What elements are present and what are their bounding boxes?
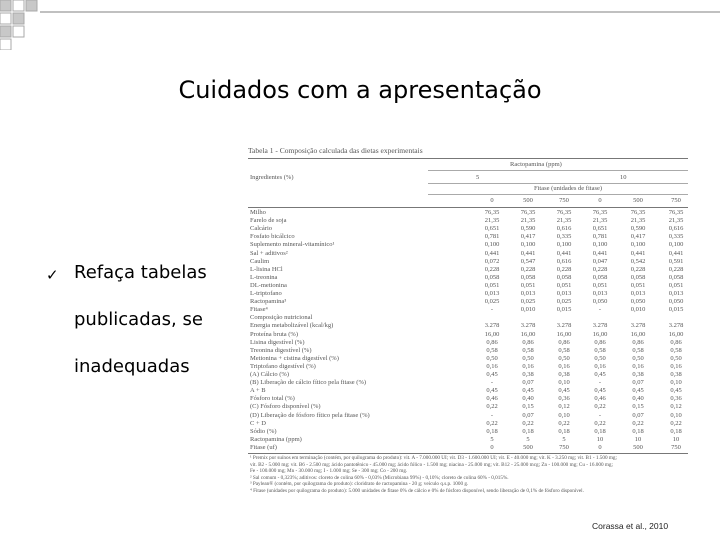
phytase-header: Fitase (unidades de fitase)	[534, 185, 603, 192]
nutrient-cell: 0,86	[632, 338, 644, 346]
nutrient-label: Triptofano digestível (%)	[250, 362, 316, 370]
ingredient-cell: 0,100	[556, 241, 572, 249]
nutrient-cell: -	[490, 411, 494, 419]
nutrient-cell: 0,40	[632, 395, 644, 403]
nutrient-cell: 0,58	[522, 346, 534, 354]
nutrient-cell: 0,22	[558, 419, 570, 427]
table-caption: Tabela 1 - Composição calculada das dietas experimentais	[248, 146, 423, 155]
table-footnote: ³ Paylean® (contém, por quilograma do produto): cloridrato de ractopamina - 20 g; veículo q.s.p. 1000 g.	[250, 481, 469, 488]
nutrient-cell: 0,58	[594, 346, 606, 354]
nutrient-label: Treonina digestível (%)	[250, 346, 312, 354]
nutrient-cell: 16,00	[592, 330, 608, 338]
ingredient-cell: 0,417	[520, 233, 536, 241]
ingredient-cell: 0,781	[484, 233, 500, 241]
nutrient-cell: 5	[490, 435, 494, 443]
nutrient-label: Ractopamina (ppm)	[250, 435, 302, 443]
nutrient-cell: 0,16	[632, 362, 644, 370]
nutrient-cell: 3.278	[484, 322, 500, 330]
nutrient-cell: 0,22	[486, 403, 498, 411]
table-row	[248, 306, 688, 315]
nutrient-cell: 0,58	[670, 346, 682, 354]
nutrient-cell: 10	[672, 435, 680, 443]
nutrient-cell: 0,16	[558, 362, 570, 370]
ingredient-cell: 0,013	[592, 290, 608, 297]
nutrient-label: Energia metabolizável (kcal/kg)	[250, 322, 334, 330]
header-bottom-rule	[248, 207, 688, 208]
nutrient-cell: 0,22	[632, 419, 644, 427]
header-rule	[428, 170, 688, 171]
phytase-level-1: 500	[523, 197, 533, 204]
ingredient-cell: 0,441	[592, 249, 608, 257]
nutrient-label: Fitase (uf)	[250, 443, 277, 451]
nutrient-cell: 0,10	[558, 411, 570, 419]
ingredient-cell: 0,591	[668, 257, 684, 265]
nutrient-cell: 0,46	[594, 395, 606, 403]
nutrient-cell: 0,58	[632, 346, 644, 354]
ingredient-cell: 0,051	[668, 281, 684, 289]
ingredient-cell: 0,050	[630, 298, 646, 306]
ingredient-label: Ractopamina³	[250, 298, 287, 306]
nutrient-cell: 0,38	[632, 371, 644, 378]
nutrient-cell: -	[598, 411, 602, 419]
ingredient-cell: 76,35	[484, 209, 500, 216]
nutrient-cell: 0,36	[558, 395, 570, 403]
ingredients-header: Ingredientes (%)	[250, 174, 294, 181]
nutrient-cell: 0,86	[594, 338, 606, 346]
ingredient-cell: 0,335	[668, 233, 684, 241]
citation: Corassa et al., 2010	[592, 521, 669, 531]
nutrient-cell: 0,22	[670, 419, 682, 427]
nutrient-cell: 0,38	[558, 371, 570, 378]
table-top-rule	[248, 158, 688, 159]
ractopamine-level-5: 5	[476, 174, 480, 181]
ingredient-cell: 0,013	[484, 290, 500, 297]
nutrient-cell: 0,58	[486, 346, 498, 354]
ingredient-cell: 0,616	[556, 257, 572, 265]
nutrient-cell: 0,15	[632, 403, 644, 411]
data-table-image	[248, 146, 688, 518]
nutrient-cell: 3.278	[630, 322, 646, 330]
ingredient-cell: 0,058	[556, 273, 572, 281]
ingredient-cell: 0,441	[630, 249, 646, 257]
ingredient-cell: 0,051	[484, 281, 500, 289]
table-footnote: ² Sal comum - 0,323%; aditivos: cloreto de colina 60% - 0,03% (Microbiana 99%) - 0,10%; cloreto de colina 60% - 0,015%.	[250, 474, 509, 481]
nutrient-label: Proteína bruta (%)	[250, 330, 299, 338]
ingredient-cell: 0,010	[520, 306, 536, 314]
nutrient-cell: 0,15	[522, 403, 534, 411]
nutrient-cell: 0,50	[558, 354, 570, 362]
nutrient-cell: 0,07	[632, 379, 644, 387]
nutrient-cell: 0,46	[486, 395, 498, 403]
table-footnote: ⁴ Fitase (unidades por quilograma do produto): 5.000 unidades de fitase 0% de cálcio e 0% de fósforo disponível, sendo liberação de 0,1% de fósforo disponível.	[250, 488, 584, 494]
ingredient-cell: 0,051	[556, 281, 572, 289]
nutrient-cell: 10	[596, 435, 604, 443]
ingredient-cell: 0,015	[556, 306, 572, 314]
nutrient-cell: 0,18	[632, 427, 644, 435]
nutrient-cell: 0,10	[670, 411, 682, 419]
nutrient-cell: 0,45	[670, 387, 682, 395]
ingredient-cell: 0,590	[630, 225, 646, 233]
nutrient-label: (D) Liberação de fósforo fítico pela fitase (%)	[250, 411, 370, 419]
nutrient-cell: 0,45	[522, 387, 534, 395]
ingredient-cell: 0,015	[668, 306, 684, 314]
ingredient-cell: 0,441	[520, 249, 536, 257]
ingredient-cell: 0,100	[484, 241, 500, 249]
nutrient-label: (C) Fósforo disponível (%)	[250, 403, 321, 411]
ingredient-cell: 0,100	[630, 241, 646, 249]
nutrient-cell: 0,86	[670, 338, 682, 346]
ingredient-cell: 21,35	[556, 217, 572, 225]
ingredient-cell: 0,013	[556, 290, 572, 297]
nutrient-cell: 0,22	[486, 419, 498, 427]
nutrient-cell: 5	[526, 435, 530, 443]
nutrient-label: Sódio (%)	[250, 427, 277, 435]
nutrient-cell: 0,40	[522, 395, 534, 403]
ingredient-label: Suplemento mineral-vitamínico¹	[250, 241, 335, 249]
nutrient-cell: 0,38	[670, 371, 682, 378]
ingredient-cell: 0,228	[592, 265, 608, 273]
phytase-level-5: 750	[671, 197, 681, 204]
ingredient-label: Sal + aditivos²	[250, 249, 288, 257]
nutrient-label: C + D	[250, 419, 266, 427]
nutrient-cell: 10	[634, 435, 642, 443]
nutrient-cell: 5	[562, 435, 566, 443]
ingredient-cell: 0,058	[520, 273, 536, 281]
ingredient-label: Fitase⁴	[250, 306, 268, 314]
ingredient-cell: 0,051	[520, 281, 536, 289]
nutrient-cell: 0,07	[522, 411, 534, 419]
nutrient-cell: 0,58	[558, 346, 570, 354]
ingredient-cell: 0,025	[520, 298, 536, 306]
ingredient-cell: 0,025	[556, 298, 572, 306]
nutrient-cell: 16,00	[484, 330, 500, 338]
nutrient-label: (B) Liberação de cálcio fítico pela fitase (%)	[250, 379, 367, 387]
nutrient-cell: 0,10	[558, 379, 570, 387]
ingredient-cell: 0,228	[484, 265, 500, 273]
nutrient-cell: 0,07	[632, 411, 644, 419]
ingredient-cell: -	[490, 306, 494, 314]
nutrient-cell: 16,00	[556, 330, 572, 338]
nutrient-cell: 0,86	[522, 338, 534, 346]
nutrient-cell: 0,16	[670, 362, 682, 370]
ingredient-cell: 76,35	[668, 209, 684, 216]
ingredient-cell: 0,013	[630, 290, 646, 297]
ingredient-cell: 0,051	[630, 281, 646, 289]
nutrient-label: Lisina digestível (%)	[250, 338, 305, 346]
ingredient-cell: 0,051	[592, 281, 608, 289]
nutrient-cell: 500	[633, 443, 643, 451]
table-footnote: ¹ Premix por suínos em terminação (contém, por quilograma do produto): vit. A - 7.000.000 UI; vit. D3 - 1.600.000 UI; vit. E - 40.000 mg; vit. K - 3.250 mg; vit. B1 - 1.500 mg;	[250, 455, 617, 461]
ingredient-cell: 0,228	[630, 265, 646, 273]
nutrient-cell: 0,86	[486, 338, 498, 346]
nutrient-cell: 0,12	[670, 403, 682, 411]
nutrient-cell: 0,07	[522, 379, 534, 387]
nutrient-cell: 0,45	[594, 387, 606, 395]
checkmark-icon: ✓	[46, 266, 59, 284]
phytase-level-3: 0	[598, 197, 602, 204]
ingredient-cell: 21,35	[484, 217, 500, 225]
nutrient-cell: 0,18	[558, 427, 570, 435]
nutrient-cell: 0,12	[558, 403, 570, 411]
ingredient-cell: 0,542	[630, 257, 646, 265]
nutrient-cell: 0,38	[522, 371, 534, 378]
ingredient-cell: 0,072	[484, 257, 500, 265]
nutrient-cell: 0,45	[594, 371, 606, 378]
ingredient-cell: 76,35	[630, 209, 646, 216]
nutrient-cell: -	[490, 379, 494, 387]
ingredient-cell: 0,050	[668, 298, 684, 306]
ingredient-cell: 0,441	[556, 249, 572, 257]
nutrient-cell: 3.278	[668, 322, 684, 330]
ingredient-cell: 0,100	[520, 241, 536, 249]
ingredient-label: Calcário	[250, 225, 273, 233]
nutrient-cell: 0,50	[670, 354, 682, 362]
ingredient-cell: 0,335	[556, 233, 572, 241]
nutrient-cell: 16,00	[630, 330, 646, 338]
ingredient-cell: 21,35	[520, 217, 536, 225]
ingredient-cell: 0,651	[484, 225, 500, 233]
ingredient-cell: 0,013	[520, 290, 536, 297]
ingredient-cell: 0,417	[630, 233, 646, 241]
nutrient-cell: 0,22	[594, 419, 606, 427]
ingredient-cell: 21,35	[668, 217, 684, 225]
table-footnote: vit. B2 - 5.000 mg; vit. B6 - 2.500 mg; ácido pantotênico - 45.000 mg; ácido fólico - 1.500 mg; niacina - 25.000 mg; vit. B12 - 25.000 mcg; Zn - 100.000 mg; Cu - 16.000 mg;	[250, 461, 613, 468]
nutrient-cell: 0,50	[522, 354, 534, 362]
bullet-line-3: inadequadas	[74, 356, 190, 377]
nutrient-label: A + B	[250, 387, 266, 395]
table-footnote: Fe - 100.000 mg; Mn - 30.000 mg; I - 1.000 mg; Se - 300 mg; Co - 200 mg.	[250, 468, 408, 475]
ingredient-label: DL-metionina	[250, 281, 287, 289]
ingredient-cell: 0,616	[556, 225, 572, 233]
slide-title: Cuidados com a apresentação	[178, 76, 542, 104]
table-bottom-rule	[248, 453, 688, 454]
ingredient-cell: 0,228	[556, 265, 572, 273]
bullet-line-1: Refaça tabelas	[74, 262, 207, 283]
nutrient-cell: 500	[523, 443, 533, 451]
nutrient-cell: 0,22	[522, 419, 534, 427]
phytase-level-4: 500	[633, 197, 643, 204]
nutrient-cell: 750	[559, 443, 569, 451]
nutrient-cell: 3.278	[592, 322, 608, 330]
nutrient-cell: 0,16	[594, 362, 606, 370]
bullet-line-2: publicadas, se	[74, 309, 203, 330]
header-rule-2	[428, 183, 688, 184]
ingredient-cell: 0,100	[668, 241, 684, 249]
ingredient-cell: 0,781	[592, 233, 608, 241]
nutrient-cell: 0,50	[486, 354, 498, 362]
nutrient-cell: 16,00	[520, 330, 536, 338]
ingredient-cell: 0,025	[484, 298, 500, 306]
nutrient-label: Fósforo total (%)	[250, 395, 295, 403]
nutrient-cell: 0,18	[594, 427, 606, 435]
nutrient-cell: 0,86	[558, 338, 570, 346]
ingredient-cell: 0,651	[592, 225, 608, 233]
ingredient-label: Fosfato bicálcico	[250, 233, 295, 241]
header-rule-3	[428, 194, 688, 195]
nutrient-cell: 0	[490, 443, 494, 451]
nutrient-cell: 0,10	[670, 379, 682, 387]
ingredient-cell: 76,35	[556, 209, 572, 216]
ingredient-cell: 0,441	[484, 249, 500, 257]
ingredient-label: Caulim	[250, 257, 270, 265]
ractopamine-header: Ractopamina (ppm)	[510, 161, 562, 168]
nutrient-cell: 0	[598, 443, 602, 451]
ingredient-label: L-triptofano	[250, 290, 282, 297]
ingredient-cell: -	[598, 306, 602, 314]
nutrient-cell: 16,00	[668, 330, 684, 338]
nutrient-cell: 0,16	[522, 362, 534, 370]
nutrient-cell: 0,50	[632, 354, 644, 362]
ingredient-cell: 0,100	[592, 241, 608, 249]
nutrient-cell: 3.278	[556, 322, 572, 330]
nutrient-cell: 0,18	[486, 427, 498, 435]
nutritional-section-header: Composição nutricional	[250, 314, 313, 322]
ingredient-cell: 0,047	[592, 257, 608, 265]
ingredient-cell: 0,058	[668, 273, 684, 281]
ingredient-label: Farelo de soja	[250, 217, 287, 225]
ingredient-cell: 0,010	[630, 306, 646, 314]
ingredient-cell: 0,058	[484, 273, 500, 281]
phytase-level-0: 0	[490, 197, 494, 204]
slide-corner-decoration	[0, 0, 720, 50]
nutrient-cell: 0,16	[486, 362, 498, 370]
ingredient-cell: 0,050	[592, 298, 608, 306]
ingredient-cell: 76,35	[520, 209, 536, 216]
phytase-level-2: 750	[559, 197, 569, 204]
ingredient-label: L-lisina HCl	[250, 265, 283, 273]
nutrient-cell: 0,22	[594, 403, 606, 411]
nutrient-cell: 0,36	[670, 395, 682, 403]
nutrient-label: Metionina + cistina digestível (%)	[250, 354, 339, 362]
ingredient-cell: 0,058	[630, 273, 646, 281]
nutrient-cell: 0,18	[522, 427, 534, 435]
ingredient-cell: 21,35	[592, 217, 608, 225]
nutrient-cell: 0,45	[558, 387, 570, 395]
nutrient-label: (A) Cálcio (%)	[250, 371, 289, 378]
ingredient-label: L-treonina	[250, 273, 278, 281]
ingredient-cell: 0,228	[520, 265, 536, 273]
ingredient-cell: 21,35	[630, 217, 646, 225]
ingredient-cell: 76,35	[592, 209, 608, 216]
ractopamine-level-10: 10	[620, 174, 627, 181]
ingredient-cell: 0,590	[520, 225, 536, 233]
nutrient-cell: 0,45	[632, 387, 644, 395]
ingredient-cell: 0,616	[668, 225, 684, 233]
nutrient-cell: 750	[671, 443, 681, 451]
ingredient-cell: 0,013	[668, 290, 684, 297]
nutrient-cell: 3.278	[520, 322, 536, 330]
table-row	[248, 444, 688, 453]
ingredient-cell: 0,547	[520, 257, 536, 265]
nutrient-cell: 0,50	[594, 354, 606, 362]
ingredient-label: Milho	[250, 209, 266, 216]
ingredient-cell: 0,441	[668, 249, 684, 257]
ingredient-cell: 0,228	[668, 265, 684, 273]
nutrient-cell: 0,45	[486, 371, 498, 378]
nutrient-cell: -	[598, 379, 602, 387]
ingredient-cell: 0,058	[592, 273, 608, 281]
nutrient-cell: 0,18	[670, 427, 682, 435]
nutrient-cell: 0,45	[486, 387, 498, 395]
